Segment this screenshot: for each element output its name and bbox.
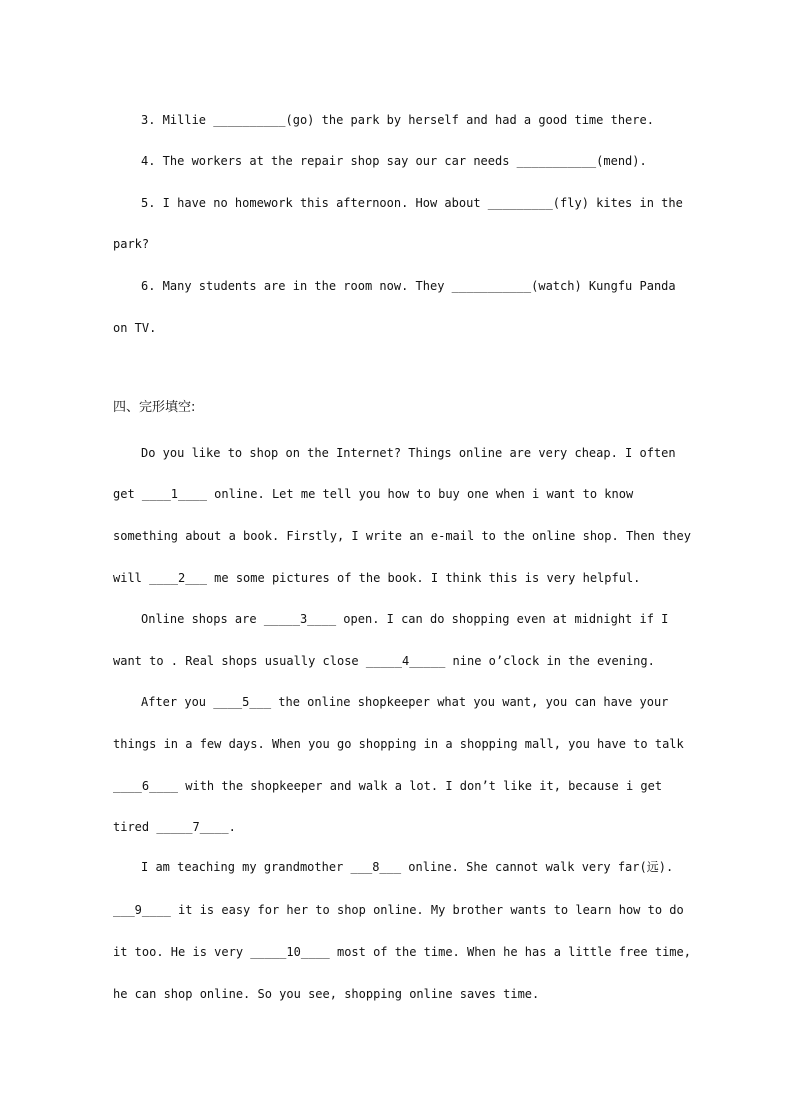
passage-line-10: tired _____7____. xyxy=(113,820,236,834)
passage-line-2: get ____1____ online. Let me tell you how to buy one when i want to know xyxy=(113,487,634,501)
passage-line-9: ____6____ with the shopkeeper and walk a lot. I don’t like it, because i get xyxy=(113,779,663,793)
exercise-question-4: 4. The workers at the repair shop say our car needs ___________(mend). xyxy=(141,154,647,168)
passage-line-12: ___9____ it is easy for her to shop online. My brother wants to learn how to do xyxy=(113,903,684,917)
passage-line-1: Do you like to shop on the Internet? Things online are very cheap. I often xyxy=(141,446,676,460)
exercise-question-5-line-2: park? xyxy=(113,237,150,251)
exercise-question-3: 3. Millie __________(go) the park by herself and had a good time there. xyxy=(141,113,654,127)
passage-line-3: something about a book. Firstly, I write an e-mail to the online shop. Then they xyxy=(113,529,691,543)
passage-line-6: want to . Real shops usually close _____4_____ nine o’clock in the evening. xyxy=(113,654,655,668)
passage-line-5: Online shops are _____3____ open. I can do shopping even at midnight if I xyxy=(141,612,669,626)
passage-line-4: will ____2___ me some pictures of the book. I think this is very helpful. xyxy=(113,571,641,585)
section-heading-cloze: 四、完形填空: xyxy=(113,400,196,415)
passage-line-8: things in a few days. When you go shopping in a shopping mall, you have to talk xyxy=(113,737,684,751)
exercise-question-6-line-1: 6. Many students are in the room now. They ___________(watch) Kungfu Panda xyxy=(141,279,676,293)
exercise-question-6-line-2: on TV. xyxy=(113,321,157,335)
passage-line-14: he can shop online. So you see, shopping online saves time. xyxy=(113,987,540,1001)
passage-line-11: I am teaching my grandmother ___8___ online. She cannot walk very far(远). xyxy=(141,860,674,874)
exercise-question-5-line-1: 5. I have no homework this afternoon. How about _________(fly) kites in the xyxy=(141,196,683,210)
passage-line-7: After you ____5___ the online shopkeeper what you want, you can have your xyxy=(141,695,669,709)
passage-line-13: it too. He is very _____10____ most of the time. When he has a little free time, xyxy=(113,945,691,959)
